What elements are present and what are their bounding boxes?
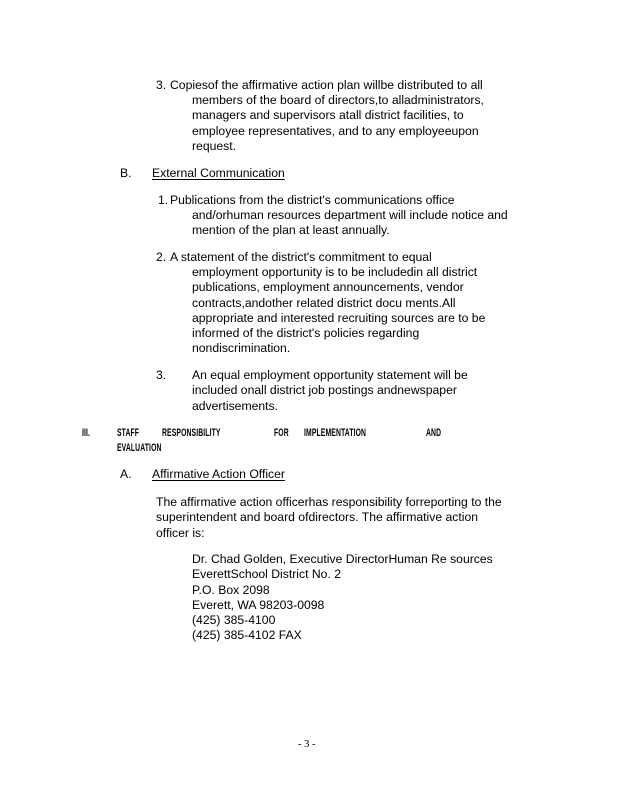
section-iii-word-responsibility: RESPONSIBILITY (162, 427, 221, 439)
officer-contact-block (192, 552, 493, 644)
section-a-letter: A. (120, 467, 132, 481)
section-iii-word-for: FOR (274, 427, 289, 439)
section-b-item2-number: 2. (156, 250, 167, 264)
section-b-item1-text: and/orhuman resources department will include notice and mention of the plan at least annually. (192, 208, 508, 238)
section-iii-word-implementation: IMPLEMENTATION (304, 427, 367, 439)
officer-name: Dr. Chad Golden, Executive DirectorHuman Re sources (192, 552, 493, 566)
section-iii-word-staff: STAFF (117, 427, 140, 439)
section-iii-word-evaluation: EVALUATION (117, 442, 162, 454)
section-b-item2-line-1: A statement of the district's commitment to equal (170, 250, 432, 264)
section-b-item1-line-1: Publications from the district's communications office (170, 193, 455, 207)
officer-fax: (425) 385-4102 FAX (192, 628, 302, 643)
officer-organization: EverettSchool District No. 2 (192, 567, 342, 582)
section-a-title: Affirmative Action Officer (152, 467, 285, 481)
list-item-copies-line-1: Copiesof the affirmative action plan willbe distributed to all (170, 78, 483, 92)
section-b-title: External Communication (152, 166, 285, 180)
list-item-copies-text: members of the board of directors,to alladministrators, managers and supervisors atall district facilities, to employee representatives, and to any employeeupon request. (192, 93, 484, 153)
section-iii-word-and: AND (426, 427, 442, 439)
officer-city: Everett, WA 98203-0098 (192, 597, 325, 612)
list-item-copies-number: 3. (156, 78, 167, 92)
section-a-paragraph: The affirmative action officerhas responsibility forreporting to the superintendent and board ofdirectors. The affirmative action officer is: (156, 495, 502, 540)
section-iii-numeral: III. (82, 427, 91, 439)
section-b-item1-number: 1. (158, 193, 169, 207)
officer-phone: (425) 385-4100 (192, 613, 276, 628)
section-b-item2-text: employment opportunity is to be includedin all district publications, employment announcements, vendor contracts,andother related district docu ments.All appropriate and interested recruiting sources are to be informed of the district's policies regarding nondiscrimination. (192, 265, 486, 356)
officer-po-box: P.O. Box 2098 (192, 582, 270, 597)
page-number: - 3 - (298, 739, 316, 750)
section-b-item3-text: An equal employment opportunity statement will be included onall district job postings andnewspaper advertisements. (192, 368, 468, 413)
section-b-item3-number: 3. (156, 368, 167, 382)
section-b-letter: B. (120, 166, 132, 180)
